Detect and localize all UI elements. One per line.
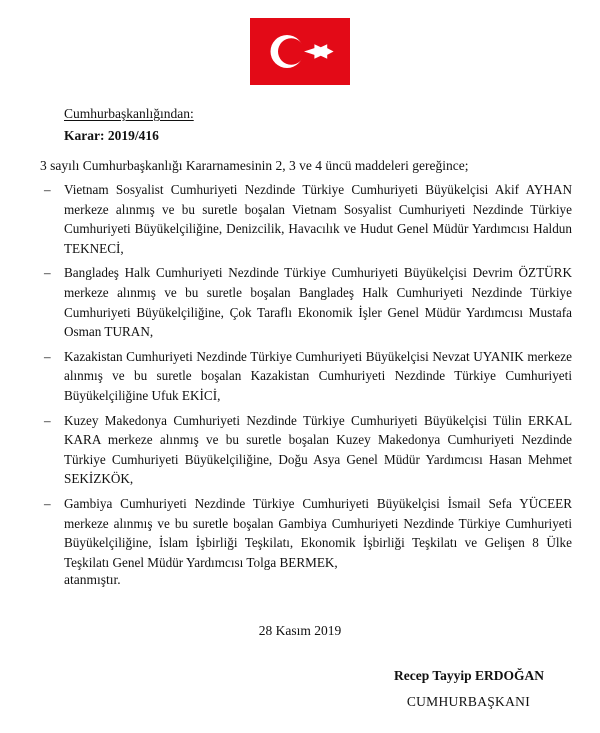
signer-name: Recep Tayyip ERDOĞAN [393, 668, 544, 683]
list-item [44, 411, 572, 489]
list-item [44, 180, 572, 258]
signer-title: CUMHURBAŞKANI [406, 694, 530, 709]
intro-paragraph: 3 sayılı Cumhurbaşkanlığı Kararnamesinin 2, 3 ve 4 üncü maddeleri gereğince; [40, 158, 469, 173]
list-item [44, 347, 572, 406]
appointment-text: Bangladeş Halk Cumhuriyeti Nezdinde Türkiye Cumhuriyeti Büyükelçisi Devrim ÖZTÜRK merkeze alınmış ve bu suretle boşalan Bangladeş Halk Cumhuriyeti Nezdinde Türkiye Cumhuriyeti Büyükelçiliğine, Çok Taraflı Ekonomik İşler Genel Müdür Yardımcısı Mustafa Osman TURAN, [64, 265, 572, 340]
decision-number: Karar: 2019/416 [64, 128, 159, 143]
list-item [44, 263, 572, 341]
closing-word: atanmıştır. [64, 572, 121, 587]
dash-bullet: – [44, 182, 51, 197]
dash-bullet: – [44, 265, 51, 281]
document-date: 28 Kasım 2019 [258, 623, 342, 638]
dash-bullet: – [44, 495, 51, 511]
turkish-flag-icon [250, 18, 350, 85]
dash-bullet: – [44, 348, 51, 364]
list-item [44, 494, 572, 572]
appointment-list [44, 180, 572, 577]
appointment-text: Gambiya Cumhuriyeti Nezdinde Türkiye Cumhuriyeti Büyükelçisi İsmail Sefa YÜCEER merkeze alınmış ve bu suretle boşalan Gambiya Cumhuriyeti Nezdinde Türkiye Cumhuriyeti Büyükelçiliğine, İslam İşbirliği Teşkilatı, Ekonomik İşbirliği Teşkilatı ve Gelişen 8 Ülke Teşkilatı Genel Müdür Yardımcısı Tolga BERMEK, [64, 495, 572, 570]
dash-bullet: – [44, 412, 51, 428]
appointment-text: Kazakistan Cumhuriyeti Nezdinde Türkiye Cumhuriyeti Büyükelçisi Nevzat UYANIK merkeze alınmış ve bu suretle boşalan Kazakistan Cumhuriyeti Nezdinde Türkiye Cumhuriyeti Büyükelçiliğine Ufuk EKİCİ, [64, 348, 572, 403]
appointment-text: Kuzey Makedonya Cumhuriyeti Nezdinde Türkiye Cumhuriyeti Büyükelçisi Tülin ERKAL KARA merkeze alınmış ve bu suretle boşalan Kuzey Makedonya Cumhuriyeti Nezdinde Türkiye Cumhuriyeti Büyükelçiliğine, Doğu Asya Genel Müdür Yardımcısı Hasan Mehmet SEKİZKÖK, [64, 412, 572, 487]
issuer-heading: Cumhurbaşkanlığından: [64, 106, 194, 121]
appointment-text: Vietnam Sosyalist Cumhuriyeti Nezdinde Türkiye Cumhuriyeti Büyükelçisi Akif AYHAN merkeze alınmış ve bu suretle boşalan Vietnam Sosyalist Cumhuriyeti Nezdinde Türkiye Cumhuriyeti Büyükelçiliğine, Denizcilik, Havacılık ve Hudut Genel Müdür Yardımcısı Haldun TEKNECİ, [64, 182, 572, 256]
